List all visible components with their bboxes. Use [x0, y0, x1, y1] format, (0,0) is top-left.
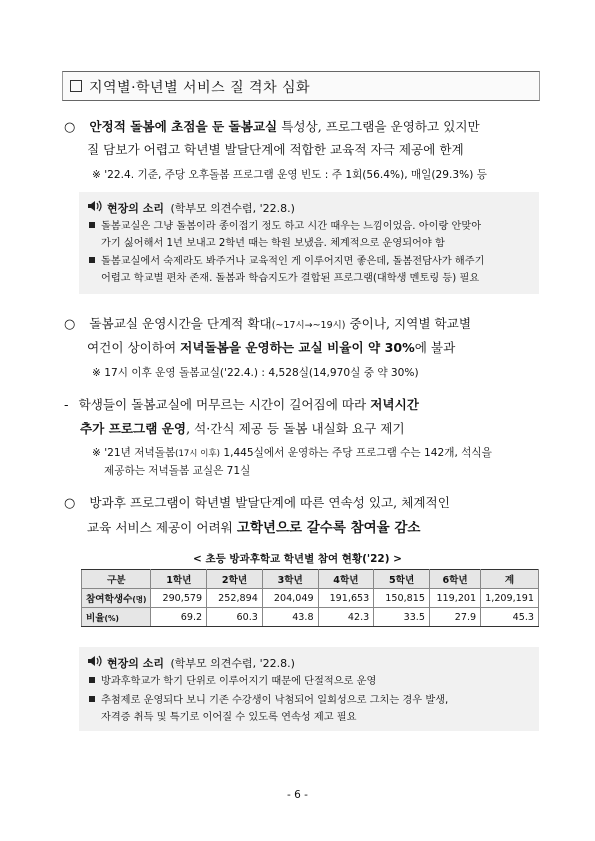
table-cell: 43.8	[262, 608, 318, 627]
table-cell: 69.2	[151, 608, 207, 627]
paragraph-4: ○ 방과후 프로그램이 학년별 발달단계에 따른 연속성 있고, 체계적인	[64, 495, 450, 511]
table-header: 구분	[82, 570, 151, 589]
voice-box-1	[79, 192, 539, 294]
p1-line2: 질 담보가 어렵고 학년별 발달단계에 적합한 교육적 자극 제공에 한계	[87, 142, 464, 157]
p2-note: ※ 17시 이후 운영 돌봄교실('22.4.) : 4,528실(14,970실 중 약 30%)	[92, 367, 419, 379]
dash-bullet: -	[64, 397, 69, 412]
table-cell: 60.3	[207, 608, 263, 627]
p1-bold: 안정적 돌봄에 초점을 둔 돌봄교실	[89, 119, 278, 134]
voice-item: 방과후학교가 학기 단위로 이루어지기 때문에 단절적으로 운영	[89, 674, 376, 691]
p2-line2: 여건이 상이하여 저녁돌봄을 운영하는 교실 비율이 약 30%에 불과	[87, 340, 456, 355]
square-bullet-icon	[89, 677, 95, 683]
table-cell: 45.3	[481, 608, 539, 627]
circle-bullet: ○	[64, 317, 76, 332]
table-header-row	[82, 570, 539, 589]
p1-text: 특성상, 프로그램을 운영하고 있지만	[277, 119, 480, 134]
voice-box-2	[79, 647, 539, 731]
square-bullet-icon	[89, 257, 95, 263]
table-caption: < 초등 방과후학교 학년별 참여 현황('22) >	[193, 553, 402, 565]
p1-note: ※ '22.4. 기준, 주당 오후돌봄 프로그램 운영 빈도 : 주 1회(56.4%), 매일(29.3%) 등	[92, 169, 487, 181]
table-cell: 119,201	[429, 589, 480, 608]
table-cell: 252,894	[207, 589, 263, 608]
voice-title: 현장의 소리	[107, 202, 164, 215]
square-bullet-icon	[89, 222, 95, 228]
voice-source: (학부모 의견수렴, '22.8.)	[170, 202, 295, 215]
table-header: 3학년	[262, 570, 318, 589]
p3-note: ※ '21년 저녁돌봄(17시 이후) 1,445실에서 운영하는 주당 프로그램 수는 142개, 석식을 제공하는 저녁돌봄 교실은 71실	[92, 447, 492, 477]
table-cell: 42.3	[318, 608, 374, 627]
speaker-icon	[87, 199, 103, 213]
row-label: 참여학생수(명)	[82, 589, 151, 608]
square-bullet-icon	[89, 696, 95, 702]
participation-table	[81, 569, 539, 627]
voice-source: (학부모 의견수렴, '22.8.)	[170, 657, 295, 670]
table-header: 4학년	[318, 570, 374, 589]
paragraph-3: - 학생들이 돌봄교실에 머무르는 시간이 길어짐에 따라 저녁시간	[64, 397, 419, 412]
table-header: 계	[481, 570, 539, 589]
p4-line2: 교육 서비스 제공이 어려워 고학년으로 갈수록 참여율 감소	[87, 520, 421, 536]
table-cell: 150,815	[374, 589, 430, 608]
table-header: 1학년	[151, 570, 207, 589]
circle-bullet: ○	[64, 120, 76, 135]
table-header: 6학년	[429, 570, 480, 589]
voice-title: 현장의 소리	[107, 657, 164, 670]
table-cell: 191,653	[318, 589, 374, 608]
circle-bullet: ○	[64, 496, 76, 511]
table-cell: 290,579	[151, 589, 207, 608]
section-heading-box	[62, 71, 540, 101]
voice-item: 추첨제로 운영되다 보니 기존 수강생이 낙첨되어 일회성으로 그치는 경우 발생, 자격증 취득 및 특기로 이어질 수 있도록 연속성 제고 필요	[89, 693, 448, 726]
table-cell: 1,209,191	[481, 589, 539, 608]
table-header: 2학년	[207, 570, 263, 589]
p3-line2: 추가 프로그램 운영, 석·간식 제공 등 돌봄 내실화 요구 제기	[80, 421, 405, 436]
voice-item: 돌봄교실은 그냥 돌봄이라 종이접기 정도 하고 시간 때우는 느낌이었음. 아이랑 안맞아 가기 싫어해서 1년 보내고 2학년 때는 학원 보냈음. 체계적으로 운영되어야 함	[89, 219, 481, 252]
speaker-icon	[87, 654, 103, 668]
table-cell: 33.5	[374, 608, 430, 627]
table-cell: 204,049	[262, 589, 318, 608]
table-cell: 27.9	[429, 608, 480, 627]
paragraph-2: ○ 돌봄교실 운영시간을 단계적 확대(~17시→~19시) 중이나, 지역별 학교별	[64, 316, 472, 332]
voice-item: 돌봄교실에서 숙제라도 봐주거나 교육적인 게 이루어지면 좋은데, 돌봄전담사가 해주기 어렵고 학교별 편차 존재. 돌봄과 학습지도가 결합된 프로그램(대학생 멘토링 등) 필요	[89, 254, 484, 287]
table-row	[82, 608, 539, 627]
section-title: 지역별·학년별 서비스 질 격차 심화	[89, 80, 311, 96]
row-label: 비율(%)	[82, 608, 151, 627]
paragraph-1	[64, 115, 480, 140]
table-header: 5학년	[374, 570, 430, 589]
table-row	[82, 589, 539, 608]
checkbox-square-icon	[70, 80, 82, 92]
page-number: - 6 -	[287, 789, 308, 801]
